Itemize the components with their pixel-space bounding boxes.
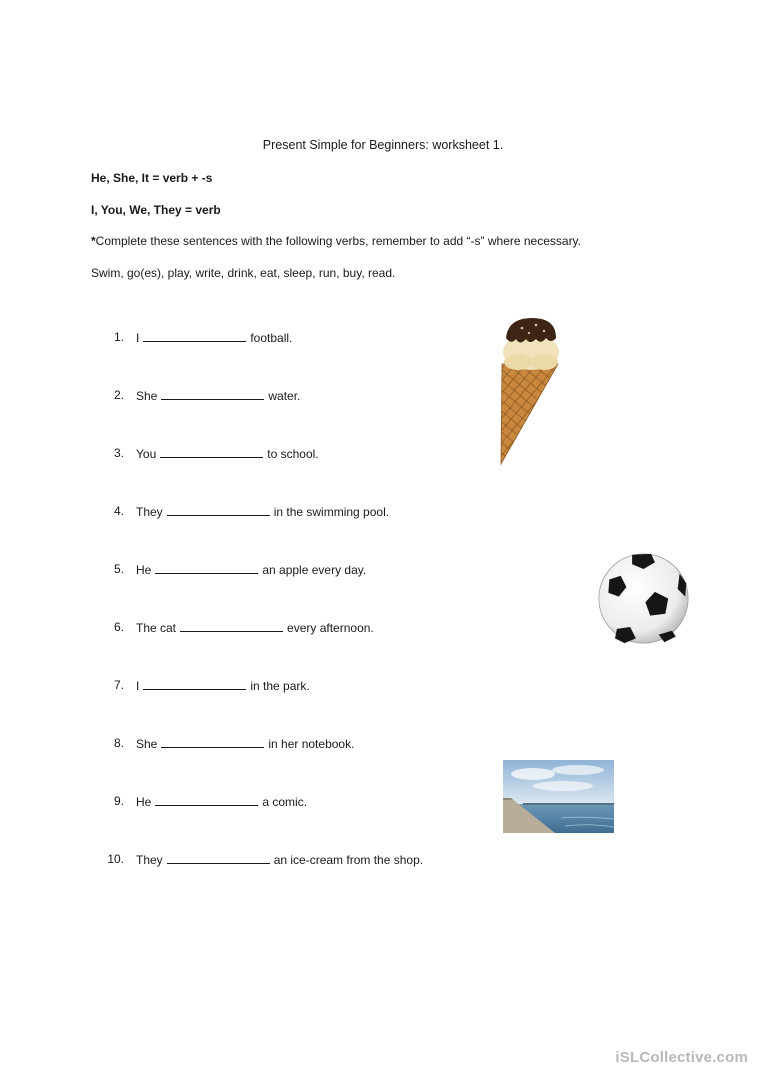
exercise-subject: They	[136, 505, 163, 519]
cone-shape	[501, 364, 558, 464]
exercise-item	[0, 852, 766, 870]
ice-cream-cone-picture	[496, 312, 566, 467]
worksheet-title: Present Simple for Beginners: worksheet 1.	[262, 138, 504, 152]
exercise-number: 2.	[113, 388, 124, 402]
exercise-number: 5.	[113, 562, 124, 576]
exercise-subject: He	[136, 563, 152, 577]
football-picture	[596, 551, 691, 646]
exercise-number: 8.	[113, 736, 124, 750]
answer-blank[interactable]	[180, 620, 283, 632]
exercise-number: 7.	[113, 678, 124, 692]
exercise-subject: They	[136, 853, 163, 867]
rule-third-person: He, She, It = verb + -s	[91, 171, 213, 185]
exercise-number: 1.	[113, 330, 124, 344]
exercise-subject: She	[136, 737, 158, 751]
answer-blank[interactable]	[161, 388, 264, 400]
answer-blank[interactable]	[155, 562, 258, 574]
exercise-ending: in the park.	[250, 679, 310, 693]
exercise-number: 3.	[113, 446, 124, 460]
instructions-text: Complete these sentences with the following verbs, remember to add “-s” where necessary.	[95, 234, 582, 248]
exercise-ending: water.	[268, 389, 301, 403]
exercise-item	[0, 330, 766, 348]
exercise-ending: an apple every day.	[262, 563, 367, 577]
rule-other-persons: I, You, We, They = verb	[91, 203, 221, 217]
exercise-subject: I	[136, 679, 140, 693]
chocolate-topping	[506, 318, 556, 343]
answer-blank[interactable]	[161, 736, 264, 748]
instructions	[91, 234, 581, 248]
exercise-ending: an ice-cream from the shop.	[273, 853, 424, 867]
watermark: iSLCollective.com	[615, 1049, 748, 1066]
exercise-number: 9.	[113, 794, 124, 808]
exercise-number: 4.	[113, 504, 124, 518]
exercise-item	[0, 388, 766, 406]
exercise-item	[0, 736, 766, 754]
answer-blank[interactable]	[160, 446, 263, 458]
exercise-ending: in her notebook.	[268, 737, 355, 751]
exercise-subject: I	[136, 331, 140, 345]
exercise-subject: You	[136, 447, 157, 461]
exercise-ending: a comic.	[262, 795, 308, 809]
exercise-item	[0, 794, 766, 812]
exercise-ending: every afternoon.	[287, 621, 374, 635]
exercise-item	[0, 446, 766, 464]
seaside-pier-photo	[503, 760, 614, 833]
exercise-ending: to school.	[267, 447, 319, 461]
exercise-item	[0, 504, 766, 522]
exercise-number: 10.	[107, 852, 124, 866]
exercise-item	[0, 678, 766, 696]
answer-blank[interactable]	[143, 678, 246, 690]
exercise-subject: The cat	[136, 621, 177, 635]
exercise-subject: She	[136, 389, 158, 403]
answer-blank[interactable]	[143, 330, 246, 342]
exercise-number: 6.	[113, 620, 124, 634]
instructions-star: *	[91, 234, 96, 248]
answer-blank[interactable]	[155, 794, 258, 806]
verb-list: Swim, go(es), play, write, drink, eat, sleep, run, buy, read.	[91, 266, 396, 280]
exercise-ending: football.	[250, 331, 293, 345]
exercise-ending: in the swimming pool.	[273, 505, 390, 519]
answer-blank[interactable]	[167, 852, 270, 864]
exercise-subject: He	[136, 795, 152, 809]
answer-blank[interactable]	[167, 504, 270, 516]
